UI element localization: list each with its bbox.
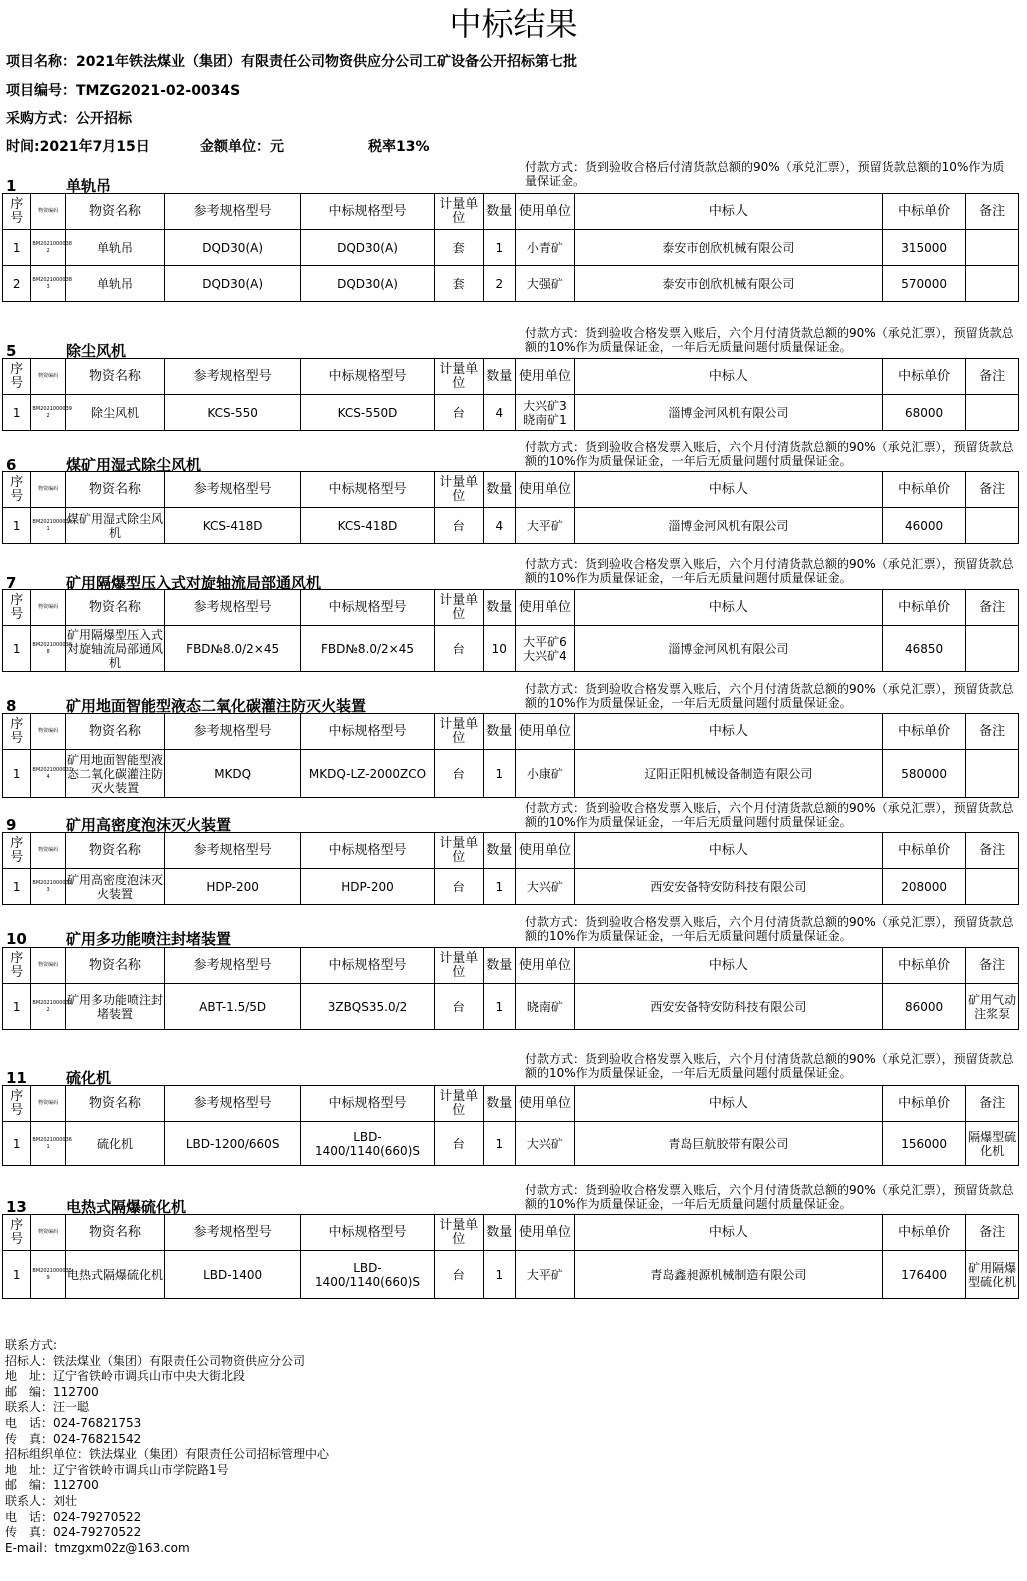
section-number: 8 [6,697,17,715]
header-unit: 计量单位 [434,714,483,750]
payment-terms: 付款方式：货到验收合格发票入账后，六个月付清货款总额的90%（承兑汇票），预留货款总额的10%作为质量保证金，一年后无质量问题付质量保证金。 [525,557,1014,585]
cell-seq: 1 [3,1122,31,1166]
cell-qty: 1 [483,1122,515,1166]
cell-user: 晓南矿 [516,984,575,1030]
payment-terms: 付款方式：货到验收合格后付清货款总额的90%（承兑汇票），预留货款总额的10%作为质量保证金。 [525,160,1005,188]
cell-name: 除尘风机 [65,395,164,431]
cell-winner: 淄博金河风机有限公司 [574,395,882,431]
cell-win-spec: KCS-418D [301,508,435,544]
result-table [2,193,1019,302]
section-number: 7 [6,574,17,592]
cell-code: BM2021000037 4 [31,750,65,798]
table-row [3,266,1019,302]
cell-winner: 辽阳正阳机械设备制造有限公司 [574,750,882,798]
cell-winner: 西安安备特安防科技有限公司 [574,984,882,1030]
header-price: 中标单价 [883,472,966,508]
cell-winner: 青岛巨航胶带有限公司 [574,1122,882,1166]
header-qty: 数量 [483,194,515,230]
cell-price: 208000 [883,869,966,905]
header-note: 备注 [966,1086,1019,1122]
header-unit: 计量单位 [434,359,483,395]
project-name: 项目名称：2021年铁法煤业（集团）有限责任公司物资供应分公司工矿设备公开招标第七批 [6,54,577,70]
contact-line: 传 真：024-76821542 [5,1431,142,1446]
header-user: 使用单位 [516,1215,575,1251]
cell-win-spec: LBD-1400/1140(660)S [301,1251,435,1299]
header-name: 物资名称 [65,359,164,395]
cell-name: 矿用隔爆型压入式对旋轴流局部通风机 [67,627,164,670]
section-number: 10 [6,930,27,948]
header-name: 物资名称 [65,1215,164,1251]
cell-ref-spec: MKDQ [165,750,301,798]
header-seq: 序号 [3,472,31,508]
header-winner: 中标人 [574,472,882,508]
tax-rate: 税率13% [368,139,430,155]
cell-win-spec: FBD№8.0/2×45 [301,626,435,672]
cell-ref-spec: FBD№8.0/2×45 [165,626,301,672]
cell-note [966,508,1019,544]
cell-qty: 2 [483,266,515,302]
result-table [2,832,1019,905]
cell-win-spec: DQD30(A) [301,266,435,302]
section-number: 9 [6,816,17,834]
section-number: 6 [6,456,17,474]
cell-winner: 淄博金河风机有限公司 [574,508,882,544]
page-title: 中标结果 [449,5,578,43]
cell-name: 单轨吊 [65,230,164,266]
cell-name: 矿用地面智能型液态二氧化碳灌注防灭火装置 [65,750,164,798]
cell-seq: 1 [3,626,31,672]
cell-user: 大平矿 [516,508,575,544]
header-win-spec: 中标规格型号 [301,359,435,395]
section-title: 除尘风机 [66,342,127,360]
section-title: 煤矿用湿式除尘风机 [66,456,202,474]
cell-win-spec: DQD30(A) [301,230,435,266]
cell-unit: 台 [434,984,483,1030]
table-row [3,869,1019,905]
header-qty: 数量 [483,590,515,626]
section-title: 矿用高密度泡沫灭火装置 [66,816,232,834]
header-note: 备注 [966,590,1019,626]
cell-ref-spec: KCS-418D [165,508,301,544]
header-user: 使用单位 [516,194,575,230]
header-seq: 序号 [3,833,31,869]
cell-ref-spec: HDP-200 [165,869,301,905]
header-qty: 数量 [483,472,515,508]
cell-qty: 10 [483,626,515,672]
cell-unit: 套 [434,230,483,266]
header-name: 物资名称 [65,590,164,626]
table-row [3,1122,1019,1166]
header-winner: 中标人 [574,194,882,230]
cell-code: BM2021000038 2 [31,230,65,266]
header-name: 物资名称 [65,714,164,750]
header-seq: 序号 [3,359,31,395]
header-price: 中标单价 [883,714,966,750]
table-header-row [3,359,1019,395]
header-name: 物资名称 [65,1086,164,1122]
section-number: 11 [6,1069,27,1087]
header-name: 物资名称 [65,194,164,230]
cell-win-spec: LBD-1400/1140(660)S [301,1122,435,1166]
cell-seq: 2 [3,266,31,302]
result-table [2,947,1019,1030]
cell-price: 570000 [883,266,966,302]
header-seq: 序号 [3,1086,31,1122]
header-win-spec: 中标规格型号 [301,948,435,984]
contact-line: 地 址：辽宁省铁岭市调兵山市中央大街北段 [5,1369,246,1384]
cell-ref-spec: DQD30(A) [165,266,301,302]
contact-line: 电 话：024-79270522 [5,1509,142,1524]
cell-user: 大兴矿3 晓南矿1 [516,395,575,431]
header-name: 物资名称 [65,472,164,508]
cell-unit: 台 [434,869,483,905]
payment-terms: 付款方式：货到验收合格发票入账后，六个月付清货款总额的90%（承兑汇票），预留货款总额的10%作为质量保证金，一年后无质量问题付质量保证金。 [525,1052,1014,1080]
table-header-row [3,948,1019,984]
cell-note [966,869,1019,905]
cell-unit: 台 [434,508,483,544]
header-name: 物资名称 [65,833,164,869]
header-seq: 序号 [3,194,31,230]
cell-winner: 西安安备特安防科技有限公司 [574,869,882,905]
header-qty: 数量 [483,1215,515,1251]
cell-note [966,395,1019,431]
cell-win-spec: HDP-200 [301,869,435,905]
table-row [3,230,1019,266]
cell-user: 大兴矿 [516,1122,575,1166]
section-number: 13 [6,1198,27,1216]
header-unit: 计量单位 [434,194,483,230]
table-row [3,750,1019,798]
cell-ref-spec: LBD-1200/660S [165,1122,301,1166]
section-number: 5 [6,342,17,360]
cell-qty: 1 [483,230,515,266]
cell-seq: 1 [3,869,31,905]
header-code: 物资编码 [31,714,65,750]
cell-ref-spec: DQD30(A) [165,230,301,266]
cell-unit: 套 [434,266,483,302]
table-row [3,626,1019,672]
header-unit: 计量单位 [434,472,483,508]
cell-qty: 1 [483,869,515,905]
table-header-row [3,1215,1019,1251]
header-user: 使用单位 [516,472,575,508]
cell-win-spec: 3ZBQS35.0/2 [301,984,435,1030]
payment-terms: 付款方式：货到验收合格发票入账后，六个月付清货款总额的90%（承兑汇票），预留货款总额的10%作为质量保证金，一年后无质量问题付质量保证金。 [525,915,1014,943]
header-price: 中标单价 [883,833,966,869]
header-winner: 中标人 [574,590,882,626]
cell-note: 矿用气动注浆泵 [966,984,1019,1030]
header-winner: 中标人 [574,359,882,395]
cell-note [966,626,1019,672]
header-price: 中标单价 [883,359,966,395]
cell-ref-spec: ABT-1.5/5D [165,984,301,1030]
cell-seq: 1 [3,395,31,431]
cell-price: 580000 [883,750,966,798]
cell-seq: 1 [3,230,31,266]
header-user: 使用单位 [516,1086,575,1122]
header-winner: 中标人 [574,833,882,869]
result-table [2,1085,1019,1166]
header-win-spec: 中标规格型号 [301,833,435,869]
section-title: 单轨吊 [66,177,112,195]
cell-price: 46000 [883,508,966,544]
table-row [3,395,1019,431]
payment-terms: 付款方式：货到验收合格发票入账后，六个月付清货款总额的90%（承兑汇票），预留货款总额的10%作为质量保证金，一年后无质量问题付质量保证金。 [525,1183,1014,1211]
header-winner: 中标人 [574,1215,882,1251]
header-ref-spec: 参考规格型号 [165,714,301,750]
header-qty: 数量 [483,359,515,395]
section-title: 硫化机 [66,1069,112,1087]
cell-code: BM2021000037 3 [31,869,65,905]
header-code: 物资编码 [31,1086,65,1122]
cell-qty: 4 [483,508,515,544]
header-qty: 数量 [483,714,515,750]
cell-seq: 1 [3,1251,31,1299]
table-header-row [3,833,1019,869]
header-unit: 计量单位 [434,590,483,626]
header-price: 中标单价 [883,590,966,626]
cell-name: 电热式隔爆硫化机 [65,1251,164,1299]
header-user: 使用单位 [516,833,575,869]
cell-ref-spec: LBD-1400 [165,1251,301,1299]
cell-note [966,750,1019,798]
contact-line: 邮 编：112700 [5,1478,99,1493]
header-win-spec: 中标规格型号 [301,590,435,626]
cell-user: 大兴矿 [516,869,575,905]
header-qty: 数量 [483,948,515,984]
cell-unit: 台 [434,626,483,672]
header-ref-spec: 参考规格型号 [165,1215,301,1251]
table-header-row [3,590,1019,626]
cell-winner: 淄博金河风机有限公司 [574,626,882,672]
header-winner: 中标人 [574,1086,882,1122]
header-note: 备注 [966,948,1019,984]
header-ref-spec: 参考规格型号 [165,1086,301,1122]
header-win-spec: 中标规格型号 [301,714,435,750]
cell-ref-spec: KCS-550 [165,395,301,431]
cell-price: 46850 [883,626,966,672]
cell-code: BM2021000038 3 [31,266,65,302]
header-seq: 序号 [3,714,31,750]
header-user: 使用单位 [516,714,575,750]
cell-qty: 1 [483,984,515,1030]
cell-unit: 台 [434,1122,483,1166]
header-unit: 计量单位 [434,833,483,869]
section-title: 矿用多功能喷注封堵装置 [66,930,232,948]
cell-name: 硫化机 [65,1122,164,1166]
table-row [3,984,1019,1030]
cell-winner: 泰安市创欣机械有限公司 [574,266,882,302]
cell-seq: 1 [3,984,31,1030]
header-code: 物资编码 [31,1215,65,1251]
payment-terms: 付款方式：货到验收合格发票入账后，六个月付清货款总额的90%（承兑汇票），预留货款总额的10%作为质量保证金，一年后无质量问题付质量保证金。 [525,801,1014,829]
cell-winner: 泰安市创欣机械有限公司 [574,230,882,266]
contact-line: 地 址：辽宁省铁岭市调兵山市学院路1号 [5,1462,229,1477]
cell-user: 小康矿 [516,750,575,798]
project-number: 项目编号：TMZG2021-02-0034S [6,83,241,99]
publish-time: 时间:2021年7月15日 [6,139,150,155]
header-ref-spec: 参考规格型号 [165,194,301,230]
header-ref-spec: 参考规格型号 [165,472,301,508]
header-winner: 中标人 [574,948,882,984]
contact-line: 招标组织单位：铁法煤业（集团）有限责任公司招标管理中心 [5,1447,330,1462]
header-qty: 数量 [483,833,515,869]
section-title: 电热式隔爆硫化机 [66,1198,187,1216]
cell-price: 86000 [883,984,966,1030]
header-unit: 计量单位 [434,1086,483,1122]
header-code: 物资编码 [31,472,65,508]
cell-user: 大平矿 [516,1251,575,1299]
result-table [2,358,1019,431]
table-header-row [3,194,1019,230]
cell-note: 隔爆型硫化机 [966,1122,1019,1166]
result-table [2,589,1019,672]
cell-unit: 台 [434,395,483,431]
cell-win-spec: MKDQ-LZ-2000ZCO [301,750,435,798]
header-winner: 中标人 [574,714,882,750]
header-seq: 序号 [3,1215,31,1251]
contact-line: 联系人：刘壮 [5,1493,78,1508]
cell-qty: 1 [483,1251,515,1299]
header-seq: 序号 [3,948,31,984]
header-seq: 序号 [3,590,31,626]
contact-line: 电 话：024-76821753 [5,1415,142,1430]
header-unit: 计量单位 [434,948,483,984]
cell-name: 煤矿用湿式除尘风机 [65,508,164,544]
header-user: 使用单位 [516,359,575,395]
section-title: 矿用隔爆型压入式对旋轴流局部通风机 [66,574,322,592]
cell-seq: 1 [3,508,31,544]
header-win-spec: 中标规格型号 [301,194,435,230]
header-code: 物资编码 [31,194,65,230]
cell-note [966,266,1019,302]
contact-line: 传 真：024-79270522 [5,1525,142,1540]
header-ref-spec: 参考规格型号 [165,359,301,395]
cell-code: BM2021000036 1 [31,1122,65,1166]
result-table [2,471,1019,544]
amount-unit: 金额单位：元 [200,139,284,155]
header-win-spec: 中标规格型号 [301,1215,435,1251]
cell-user: 小青矿 [516,230,575,266]
contact-line: E-mail：tmzgxm02z@163.com [5,1540,190,1555]
header-note: 备注 [966,833,1019,869]
table-header-row [3,1086,1019,1122]
cell-seq: 1 [3,750,31,798]
header-note: 备注 [966,194,1019,230]
header-price: 中标单价 [883,948,966,984]
header-code: 物资编码 [31,590,65,626]
cell-name: 矿用高密度泡沫灭火装置 [65,869,164,905]
cell-code: BM2021000039 2 [31,395,65,431]
cell-unit: 台 [434,1251,483,1299]
cell-win-spec: KCS-550D [301,395,435,431]
table-header-row [3,472,1019,508]
header-note: 备注 [966,472,1019,508]
header-price: 中标单价 [883,194,966,230]
cell-note: 矿用隔爆型硫化机 [966,1251,1019,1299]
section-number: 1 [6,177,17,195]
contact-line: 联系方式: [5,1338,58,1352]
header-code: 物资编码 [31,359,65,395]
result-table [2,713,1019,798]
section-title: 矿用地面智能型液态二氧化碳灌注防灭火装置 [66,697,367,715]
header-unit: 计量单位 [434,1215,483,1251]
contact-line: 招标人：铁法煤业（集团）有限责任公司物资供应分公司 [5,1353,306,1368]
header-price: 中标单价 [883,1086,966,1122]
cell-name: 矿用多功能喷注封堵装置 [65,984,164,1030]
contact-line: 联系人：汪一聪 [5,1400,90,1415]
header-user: 使用单位 [516,590,575,626]
header-ref-spec: 参考规格型号 [165,948,301,984]
cell-qty: 1 [483,750,515,798]
cell-price: 176400 [883,1251,966,1299]
cell-price: 315000 [883,230,966,266]
result-table [2,1214,1019,1299]
cell-code: BM2021000037 2 [31,984,65,1030]
cell-price: 156000 [883,1122,966,1166]
table-row [3,1251,1019,1299]
contact-line: 邮 编：112700 [5,1384,99,1399]
cell-winner: 青岛鑫昶源机械制造有限公司 [574,1251,882,1299]
header-code: 物资编码 [31,948,65,984]
cell-user: 大平矿6 大兴矿4 [516,626,575,672]
cell-unit: 台 [434,750,483,798]
cell-name: 单轨吊 [65,266,164,302]
header-qty: 数量 [483,1086,515,1122]
payment-terms: 付款方式：货到验收合格发票入账后，六个月付清货款总额的90%（承兑汇票），预留货款总额的10%作为质量保证金，一年后无质量问题付质量保证金。 [525,682,1014,710]
cell-user: 大强矿 [516,266,575,302]
header-win-spec: 中标规格型号 [301,1086,435,1122]
purchase-method: 采购方式：公开招标 [6,111,132,127]
cell-price: 68000 [883,395,966,431]
cell-code: BM2021000039 1 [31,508,65,544]
header-name: 物资名称 [65,948,164,984]
table-row [3,508,1019,544]
payment-terms: 付款方式：货到验收合格发票入账后，六个月付清货款总额的90%（承兑汇票），预留货款总额的10%作为质量保证金，一年后无质量问题付质量保证金。 [525,440,1014,468]
header-price: 中标单价 [883,1215,966,1251]
header-ref-spec: 参考规格型号 [165,590,301,626]
cell-qty: 4 [483,395,515,431]
contact-info [5,1338,329,1556]
cell-code: BM2021000038 8 [31,626,65,672]
table-header-row [3,714,1019,750]
header-note: 备注 [966,714,1019,750]
header-win-spec: 中标规格型号 [301,472,435,508]
cell-note [966,230,1019,266]
header-ref-spec: 参考规格型号 [165,833,301,869]
payment-terms: 付款方式：货到验收合格发票入账后，六个月付清货款总额的90%（承兑汇票），预留货款总额的10%作为质量保证金，一年后无质量问题付质量保证金。 [525,326,1014,354]
cell-code: BM2021000035 9 [31,1251,65,1299]
header-note: 备注 [966,359,1019,395]
header-note: 备注 [966,1215,1019,1251]
header-user: 使用单位 [516,948,575,984]
header-code: 物资编码 [31,833,65,869]
